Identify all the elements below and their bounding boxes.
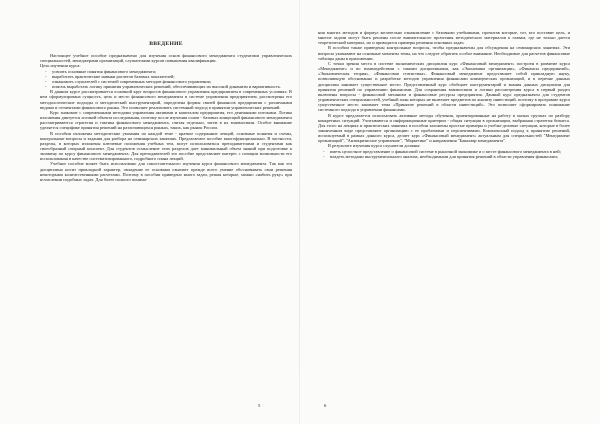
list-item: - выработать практические навыки расчетов базовых показателей; — [40, 74, 292, 79]
results-list — [318, 149, 570, 159]
results-label: В результате изучения курса слушатели должны: — [328, 143, 421, 149]
body-paragraph: В пособии также приведены контрольные вопросы, чтобы предназначены для обсуждения на семинарских занятиях. Эти вопросы указывают на основные моменты темы, на что следует обратить особое внимание. Необходимые для расчетов финансовые таблицы даны в приложении. — [318, 45, 570, 61]
goals-list — [40, 69, 292, 90]
body-paragraph: В пособии изложены методические указания по каждой теме - краткое содержание лекций, основные понятия и схемы, контрольные вопросы и задания для разбора на семинарских занятиях. Предлагаемое пособие многофункционально. В частности, разделы, в которых изложены ключевые положения учебных тем, могут использоваться преподавателями и студентами как своеобразный опорный конспект. Для студентов осмысление этих разделов дает минимальный объем знаний при подготовке к экзамену по курсу финансового менеджмента. Для преподавателей это пособие представляет интерес с позиции возможности его использования в качестве систематизированного, подробного плана лекций. — [40, 130, 292, 162]
body-paragraph: С точки зрения места в системе экономических дисциплин курс «Финансовый менеджмент» построен в развитие курса «Менеджмент» и во взаимодействии с такими дисциплинами, как «Экономика организации», «Финансы предприятий», «Экономическая теория», «Финансовая статистика». Финансовый менеджмент представляет собой прикладную науку, позволяющую обоснованно и разработке методов управления финансами коммерческих организаций, и в перечне данных дисциплин занимает существенное место. Представленный курс обобщает инструментарий и знания данных дисциплин для принятия решений по управлению финансами. Для сохранения взаимосвязи и логики рассмотрения курса в первый раздел включены вопросы - финансовой механизм и финансовые ресурсы предприятия. Данный курс предназначен для студентов управленческих специальностей, учебный план которых не включает предметов по анализу инвестиций, поэтому в программе курса существенное место занимает тема «Принятие решений в области инвестиций». Это позволяет сформировать понимание системного подхода в управлении финансами. — [318, 60, 570, 113]
list-item: - помочь выработать логику принятия управленческих решений, обеспечивающих их высокой динамизм и вариативность. — [40, 84, 292, 89]
body-paragraph: Учебное пособие может быть использовано для самостоятельного изучения курса финансового менеджмента. Так как эта дисциплина носит прикладной характер, овладение ее основами означает прежде всего умение обосновывать свои решения некоторыми количественными расчетами. Поэтому в пособии приведено много задач, решая которые, можно «набить руку» при исчислении подобных задач. Для более полного понима- — [40, 161, 292, 182]
right-page — [318, 30, 570, 402]
list-item: - усвоить основные понятия финансового менеджмента; — [40, 69, 292, 74]
goals-label: Цель изучения курса: — [40, 63, 81, 69]
intro-paragraph: Настоящее учебное пособие предназначено для изучения основ финансового менеджмента студентами управленческих специальностей, менеджерами организаций, слушателями курсов повышения квалификации. — [40, 53, 292, 64]
page-number-right: 6 — [324, 403, 327, 408]
body-paragraph: ния многих методов и формул желательно ознакомление с базовыми учебниками, прочитав которые, тот, кто поставит цель, и многие задачи могут быть решены после внимательного прочтения методических материалов к главам, где не только дается теоретический материал, но и приводятся примеры решения основных задач. — [318, 30, 570, 46]
body-paragraph: В данном курсе рассматривается основной круг вопросов финансового управления предприятием в современных условиях. В нем сформулирована сущность, цель и место финансового менеджмента в системе управления предприятием, рассмотрены его методологические подходы и методический инструментарий, определена формы связей финансов предприятия с различными видами и сегментами финансового рынка. Это позволяет реализовать системный подход в принятии управленческих решений. — [40, 89, 292, 110]
page-number-left: 5 — [258, 403, 261, 408]
left-page — [40, 30, 292, 402]
list-item: - ознакомить слушателей с системой современных методов финансового управления; — [40, 79, 292, 84]
body-paragraph: Курс знакомит с современными методами управления активами и капиталом предприятия, его денежными потоками. Логика изложения диктуется логикой объекта исследования, поэтому после изучения основ - базовых концепций финансового менеджмента рассматриваются стратегия и тактика финансового менеджмента, считая отдельно, затем в их взаимосвязи. Особое внимание уделяется специфике принятия решений на различающихся рынках, таких, как рынок России. — [40, 109, 292, 131]
book-gutter — [299, 0, 300, 424]
list-item: - владеть методами инструментального анализа, необходимыми для принятия решений в области управления финансами; — [318, 154, 570, 159]
list-item: - иметь целостное представление о финансовой системе в рыночной экономике и о месте финансового менеджмента в ней; — [318, 149, 570, 154]
body-paragraph: В курсе предлагается использовать активные методы обучения, ориентированные на работу в малых группах по разбору конкретных ситуаций. Учитываются и информационные критерии - общая ситуация в организации, выбранная стратегия бизнеса. Для этого на лекциях и практических занятиях в пособии заложены простые примеры и учебно-деловые ситуации, которые в более законченном виде представляют организацию с ее проблемами и перспективами. Комплексный подход к принятию решений, используемый в рамках данного курса, делает курс «Финансовый менеджмент» актуальным для специальностей "Менеджмент организаций", "Антикризисное управление", "Маркетинг" и направления "Бакалавр менеджмента". — [318, 112, 570, 144]
page-title: ВВЕДЕНИЕ — [149, 41, 183, 47]
